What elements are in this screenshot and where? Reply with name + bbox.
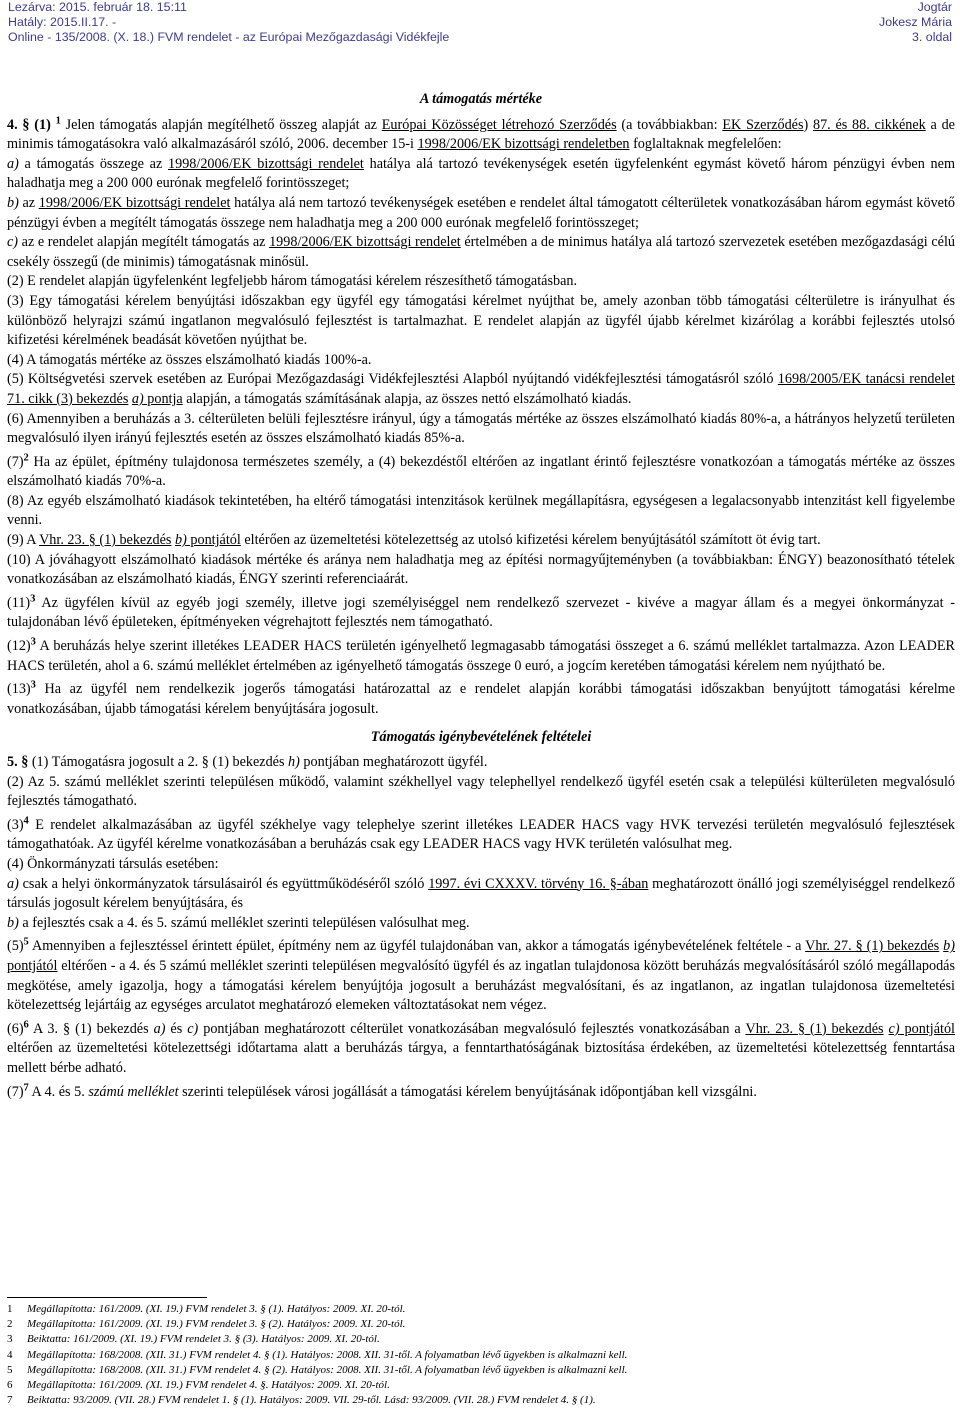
footnote-text: Megállapította: 161/2009. (XI. 19.) FVM rendelet 3. § (2). Hatályos: 2009. XI. 20-tól. bbox=[27, 1318, 406, 1331]
paragraph-4-3: (3) Egy támogatási kérelem benyújtási időszakban egy ügyfél egy támogatási kérelmet nyújthat be, amely azonban több támogatási célterületre is irányulhat és különböző helyrajzi számú ingatlanon megvalósuló fejlesztést is tartalmazhat. E rendelet alapján az ügyfél újabb kérelmet kizárólag a korábbi fejlesztés utolsó kifizetési kérelmének beadását követően nyújthat be. bbox=[7, 292, 955, 349]
document-body bbox=[7, 90, 955, 1102]
link-1998-2006-ek-c[interactable]: 1998/2006/EK bizottsági rendelet bbox=[269, 234, 461, 251]
paragraph-4-7: $(7)^2$ Ha az épület, építmény tulajdonosa természetes személy, a (4) bekezdéstől eltérően az ingatlant érintő fejlesztésre vonatkozóan a támogatás mértéke az összes elszámolható kiadás 70%-a. bbox=[7, 451, 955, 490]
link-1998-2006-ek[interactable]: 1998/2006/EK bizottsági rendeletben bbox=[417, 136, 630, 153]
paragraph-5-7: $(7)^7$ A 4. és 5. számú melléklet szerinti települések városi jogállását a támogatási kérelem benyújtásának időpontjában kell vizsgálni. bbox=[7, 1081, 757, 1100]
footnote-ref-2[interactable]: 2 bbox=[23, 451, 29, 463]
footnote-item bbox=[7, 1348, 955, 1363]
link-1997-cxxxv[interactable]: 1997. évi CXXXV. törvény 16. §-ában bbox=[428, 875, 649, 892]
footnote-number: 3 bbox=[7, 1333, 13, 1346]
point-b: b) az 1998/2006/EK bizottsági rendelet hatálya alá nem tartozó tevékenységek esetében e rendelet által támogatott célterületek vonatkozásában három egymást követő pénzügyi évben a megítélt támogatás összege nem haladhatja meg a 200 000 eurónak megfelelő forintösszeget; bbox=[7, 194, 955, 231]
footnote-number: 1 bbox=[7, 1303, 13, 1315]
link-cikkek[interactable]: 87. és 88. cikkének bbox=[812, 116, 926, 133]
paragraph-4-10: (10) A jóváhagyott elszámolható kiadások mértéke és aránya nem haladhatja meg az építési normagyűjteményben (a továbbiakban: ÉNGY) beazonosítható tételek vonatkozásában az elszámolható kiadás, ÉNGY szerinti referenciaárát. bbox=[7, 551, 955, 588]
footnote-item bbox=[7, 1317, 955, 1332]
paragraph-5-5: $(5)^5$ Amennyiben a fejlesztéssel érintett épület, építmény nem az ügyfél tulajdonában van, akkor a támogatás igénybevételének feltétele - a Vhr. 27. § (1) bekezdés b) pontjától eltérően - a 4. és 5 számú melléklet szerinti településen megvalósító ügyfél és az ingatlan tulajdonosa között beruházás megvalósításáról szóló megállapodás megkötése, amely igazolja, hogy a támogatási kérelem benyújtója jogosult a beruházást megvalósítani, és az ingatlanon, az ingatlan tulajdonosa üzemeltetési kötelezettség lejártáig az egységes arculatot meghatározó elemeken változtatásokat nem végez. bbox=[7, 936, 955, 1014]
header-publisher: Jogtár bbox=[917, 0, 952, 14]
header-user: Jokesz Mária bbox=[879, 15, 952, 30]
paragraph-4-5: (5) Költségvetési szervek esetében az Európai Mezőgazdasági Vidékfejlesztési Alapból nyújtandó vidékfejlesztési támogatásról szóló 1698/2005/EK tanácsi rendelet 71. cikk (3) bekezdés a) pontja alapján, a támogatás számításának alapja, az összes nettó elszámolható kiadás. bbox=[7, 371, 955, 407]
header-lezarva: Lezárva: 2015. február 18. 15:11 bbox=[8, 0, 187, 14]
footnote-number: 7 bbox=[7, 1394, 13, 1407]
footnote-ref-7[interactable]: 7 bbox=[23, 1081, 29, 1093]
footnote-text: Megállapította: 161/2009. (XI. 19.) FVM rendelet 3. § (1). Hatályos: 2009. XI. 20-tól. bbox=[27, 1303, 406, 1315]
footnote-number: 2 bbox=[7, 1318, 13, 1331]
link-vhr-23[interactable]: Vhr. 23. § (1) bekezdés bbox=[39, 532, 172, 549]
footnote-list bbox=[7, 1302, 955, 1408]
paragraph-5-1: 5. § (1) Támogatásra jogosult a 2. § (1) bekezdés h) pontjában meghatározott ügyfél. bbox=[7, 754, 488, 770]
footnote-divider bbox=[7, 1297, 207, 1298]
paragraph-4-12: $(12)^3$ A beruházás helye szerint illetékes LEADER HACS területén igényelhető legmagasabb támogatási összeget a 6. számú melléklet tartalmazza. Azon LEADER HACS területén, ahol a 6. számú melléklet értelmében az igényelhető támogatás összege 0 euró, a jogcím keretében támogatási kérelem nem nyújtható be. bbox=[7, 636, 955, 674]
point-c: c) az e rendelet alapján megítélt támogatás az 1998/2006/EK bizottsági rendelet értelmében a de minimus hatálya alá tartozó szervezetek esetében mezőgazdasági célú csekély összegű (de minimis) támogatásnak minősül. bbox=[7, 234, 955, 270]
paragraph-5-3: $(3)^4$ E rendelet alkalmazásában az ügyfél székhelye vagy telephelye szerint illetékes LEADER HACS vagy HVK tervezési területén megvalósuló fejlesztések támogathatóak. Az ügyfél kérelme vonatkozásában a beruházás csak egy LEADER HACS vagy HVK területén valósulhat meg. bbox=[7, 815, 955, 853]
page-header bbox=[8, 0, 952, 46]
link-pontjatol-c[interactable]: c) pontjától bbox=[888, 1020, 955, 1037]
footnote-ref-1[interactable]: 1 bbox=[55, 114, 61, 126]
section-title-tamogatas-merteke: A támogatás mértéke bbox=[419, 91, 543, 107]
link-pontja[interactable]: a) pontja bbox=[131, 390, 183, 407]
link-1698-2005-ek[interactable]: 1698/2005/EK tanácsi rendelet 71. cikk (3) bekezdés bbox=[7, 371, 955, 407]
paragraph-4-1: 4. § (1) $^1$ Jelen támogatás alapján megítélhető összeg alapját az Európai Közösséget létrehozó Szerződés (a továbbiakban: EK Szerződés) 87. és 88. cikkének a de minimis támogatásokra való alkalmazásáról szóló, 2006. december 15-i 1998/2006/EK bizottsági rendeletben foglaltaknak megfelelően: bbox=[7, 114, 955, 153]
footnote-number: 6 bbox=[7, 1379, 13, 1392]
footnote-text: Beiktatta: 93/2009. (VII. 28.) FVM rendelet 1. § (1). Hatályos: 2009. VII. 29-től. Lásd: 93/2009. (VII. 28.) FVM rendelet 4. § (1). bbox=[27, 1394, 596, 1407]
link-vhr-23-c[interactable]: Vhr. 23. § (1) bekezdés bbox=[745, 1020, 884, 1037]
link-pontjatol[interactable]: b) pontjától bbox=[175, 532, 241, 549]
footnote-ref-3a[interactable]: 3 bbox=[30, 593, 36, 605]
link-1998-2006-ek-b[interactable]: 1998/2006/EK bizottsági rendelet bbox=[38, 194, 231, 211]
footnote-text: Megállapította: 168/2008. (XII. 31.) FVM rendelet 4. § (2). Hatályos: 2008. XII. 31-től. A folyamatban lévő ügyekben is alkalmazni kell. bbox=[27, 1363, 628, 1376]
header-hataly: Hatály: 2015.II.17. - bbox=[8, 15, 117, 30]
section-title-igenybevetel: Támogatás igénybevételének feltételei bbox=[370, 729, 592, 746]
paragraph-5-6: $(6)^6$ A 3. § (1) bekezdés a) és c) pontjában meghatározott célterület vonatkozásában megvalósuló fejlesztés vonatkozásában a Vhr. 23. § (1) bekezdés c) pontjától eltérően az üzemeltetési kötelezettségi időtartama alatt a beruházás tárgya, a fenntarthatóságának biztosítása érdekében, az üzemeltetési kötelezettség fenntartása mellett bérbe adható. bbox=[7, 1018, 955, 1076]
footnote-item bbox=[7, 1378, 955, 1393]
paragraph-4-2: (2) E rendelet alapján ügyfelenként legfeljebb három támogatási kérelem részesíthető támogatásban. bbox=[7, 273, 578, 290]
header-document-title: Online - 135/2008. (X. 18.) FVM rendelet - az Európai Mezőgazdasági Vidékfejle bbox=[8, 30, 450, 45]
link-pontjatol-27[interactable]: b) pontjától bbox=[7, 938, 955, 974]
footnote-item bbox=[7, 1302, 955, 1317]
paragraph-5-2: (2) Az 5. számú melléklet szerinti településen működő, valamint székhellyel vagy telephellyel rendelkező ügyfél esetén csak a települési külterületen megvalósuló fejlesztés támogatható. bbox=[7, 773, 955, 810]
link-vhr-27[interactable]: Vhr. 27. § (1) bekezdés bbox=[805, 938, 940, 955]
footnote-text: Beiktatta: 161/2009. (XI. 19.) FVM rendelet 3. § (3). Hatályos: 2009. XI. 20-tól. bbox=[27, 1333, 380, 1346]
footnotes bbox=[7, 1297, 955, 1408]
header-page-number: 3. oldal bbox=[912, 30, 952, 45]
paragraph-5-4: (4) Önkormányzati társulás esetében: bbox=[7, 855, 219, 872]
header-right bbox=[879, 0, 952, 46]
footnote-ref-4[interactable]: 4 bbox=[23, 815, 29, 827]
footnote-item bbox=[7, 1393, 955, 1408]
point-a: a) a támogatás összege az 1998/2006/EK bizottsági rendelet hatálya alá tartozó tevékenységek esetén ügyfelenként egymást követő három pénzügyi évben nem haladhatja meg a 200 000 eurónak megfelelő forintösszeget; bbox=[7, 155, 955, 192]
footnote-ref-3c[interactable]: 3 bbox=[30, 679, 36, 691]
link-1998-2006-ek-a[interactable]: 1998/2006/EK bizottsági rendelet bbox=[168, 155, 364, 172]
paragraph-4-13: $(13)^3$ Ha az ügyfél nem rendelkezik jogerős támogatási határozattal az e rendelet alapján korábbi támogatási időszakban benyújtott támogatási kérelme vonatkozásában, újabb támogatási kérelem benyújtására jogosult. bbox=[7, 679, 955, 717]
footnote-number: 4 bbox=[7, 1348, 13, 1361]
point-5-4-b: b) a fejlesztés csak a 4. és 5. számú melléklet szerinti településen valósulhat meg. bbox=[7, 914, 470, 931]
footnote-ref-3b[interactable]: 3 bbox=[30, 636, 36, 648]
footnote-ref-6[interactable]: 6 bbox=[23, 1018, 29, 1030]
point-5-4-a: a) csak a helyi önkormányzatok társulásairól és együttműködéséről szóló 1997. évi CXXXV. törvény 16. §-ában meghatározott önálló jogi személyiséggel rendelkező társulás jogosult kérelem benyújtására, és bbox=[7, 875, 955, 912]
footnote-item bbox=[7, 1332, 955, 1347]
paragraph-4-4: (4) A támogatás mértéke az összes elszámolható kiadás 100%-a. bbox=[7, 351, 372, 368]
paragraph-4-8: (8) Az egyéb elszámolható kiadások tekintetében, ha eltérő támogatási intenzitások kerülnek megállapításra, egységesen a legalacsonyabb intenzitást kell figyelembe venni. bbox=[7, 492, 955, 529]
paragraph-4-11: $(11)^3$ Az ügyfélen kívül az egyéb jogi személy, illetve jogi személyiséggel nem rendelkező szervezet - kivéve a magyar állam és a megyei önkormányzat - tulajdonában lévő épületeken, építményeken végrehajtott fejlesztés nem támogatható. bbox=[7, 593, 955, 631]
header-left bbox=[8, 0, 449, 46]
paragraph-4-9: (9) A Vhr. 23. § (1) bekezdés b) pontjától eltérően az üzemeltetési kötelezettség az utolsó kifizetési kérelem benyújtásától számított öt évig tart. bbox=[7, 532, 821, 549]
paragraph-4-6: (6) Amennyiben a beruházás a 3. célterületen belüli fejlesztésre irányul, úgy a támogatás mértéke az összes elszámolható kiadás 80%-a, a hátrányos helyzetű területen megvalósuló ilyen irányú fejlesztés esetén az összes elszámolható kiadás 85%-a. bbox=[7, 410, 955, 447]
link-ek-szerzodes-full[interactable]: Európai Közösséget létrehozó Szerződés bbox=[381, 116, 617, 133]
footnote-text: Megállapította: 161/2009. (XI. 19.) FVM rendelet 4. §. Hatályos: 2009. XI. 20-tól. bbox=[27, 1379, 390, 1392]
footnote-number: 5 bbox=[7, 1363, 13, 1376]
footnote-item bbox=[7, 1363, 955, 1378]
footnote-ref-5[interactable]: 5 bbox=[23, 936, 29, 948]
footnote-text: Megállapította: 168/2008. (XII. 31.) FVM rendelet 4. § (1). Hatályos: 2008. XII. 31-től. A folyamatban lévő ügyekben is alkalmazni kell. bbox=[27, 1348, 628, 1361]
link-ek-szerzodes[interactable]: EK Szerződés bbox=[722, 116, 804, 133]
